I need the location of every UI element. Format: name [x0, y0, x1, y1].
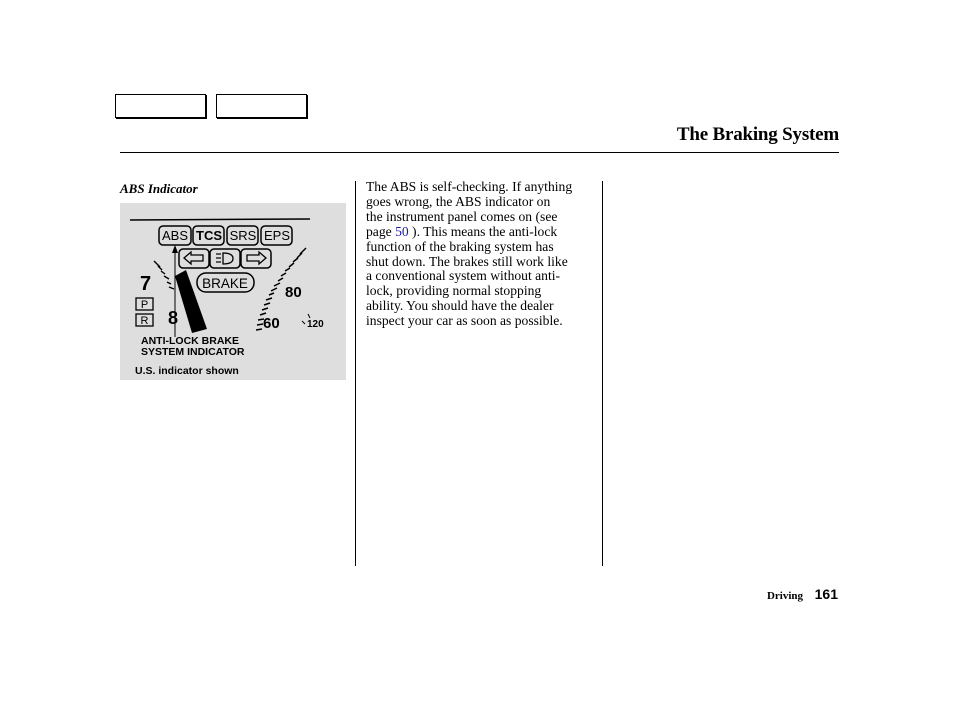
speed-number-120: 120 [307, 319, 324, 330]
figure-note: U.S. indicator shown [135, 365, 239, 377]
body-line: The ABS is self-checking. If anything [366, 179, 573, 194]
tachometer-ticks [154, 261, 174, 289]
body-line: inspect your car as soon as possible. [366, 313, 563, 329]
body-line: a conventional system without anti- [366, 268, 561, 284]
panel-top-edge [130, 219, 310, 220]
headlight-lamp [210, 249, 240, 268]
body-line: ability. You should have the dealer [366, 298, 554, 314]
callout-line-2: SYSTEM INDICATOR [141, 346, 245, 358]
column-divider-left [355, 181, 356, 566]
headlight-icon [223, 253, 233, 264]
tcs-indicator-label: TCS [196, 228, 222, 243]
abs-indicator-label: ABS [161, 228, 189, 243]
body-line: the instrument panel comes on (see [366, 208, 558, 224]
gear-p-label: P [140, 299, 149, 311]
eps-indicator-label: EPS [263, 228, 291, 243]
body-line: function of the braking system has [366, 238, 554, 254]
page-ref-prefix: page [366, 223, 396, 239]
body-line: lock, providing normal stopping [366, 283, 542, 299]
speed-number-60: 60 [263, 315, 280, 332]
title-divider [120, 152, 839, 153]
left-turn-lamp [179, 249, 209, 268]
page-reference-link[interactable]: 50 [395, 223, 409, 239]
column-divider-right [602, 181, 603, 566]
srs-indicator-label: SRS [229, 228, 257, 243]
gear-r-label: R [140, 315, 149, 327]
body-line-with-ref [366, 225, 598, 240]
left-arrow-icon [184, 252, 203, 264]
next-section-button[interactable] [216, 94, 307, 118]
speed-number-80: 80 [285, 284, 302, 301]
right-turn-lamp [241, 249, 271, 268]
abs-description [366, 180, 598, 329]
anti-lock-brake-callout [141, 336, 291, 358]
callout-arrowhead [172, 245, 178, 253]
body-line: shut down. The brakes still work like [366, 253, 568, 269]
tach-number-8: 8 [168, 308, 179, 328]
right-arrow-icon [247, 252, 266, 264]
abs-indicator-figure [120, 203, 346, 380]
figure-caption: ABS Indicator [120, 181, 198, 196]
page-ref-suffix: ). This means the anti-lock [408, 223, 558, 239]
previous-section-button[interactable] [115, 94, 206, 118]
body-line: goes wrong, the ABS indicator on [366, 193, 551, 209]
brake-indicator-label: BRAKE [202, 276, 248, 291]
tach-number-7: 7 [140, 273, 152, 295]
page-number: 161 [814, 586, 838, 602]
footer-section-name: Driving [766, 590, 803, 602]
callout-line-1: ANTI-LOCK BRAKE [141, 335, 239, 347]
page-title: The Braking System [676, 124, 839, 145]
